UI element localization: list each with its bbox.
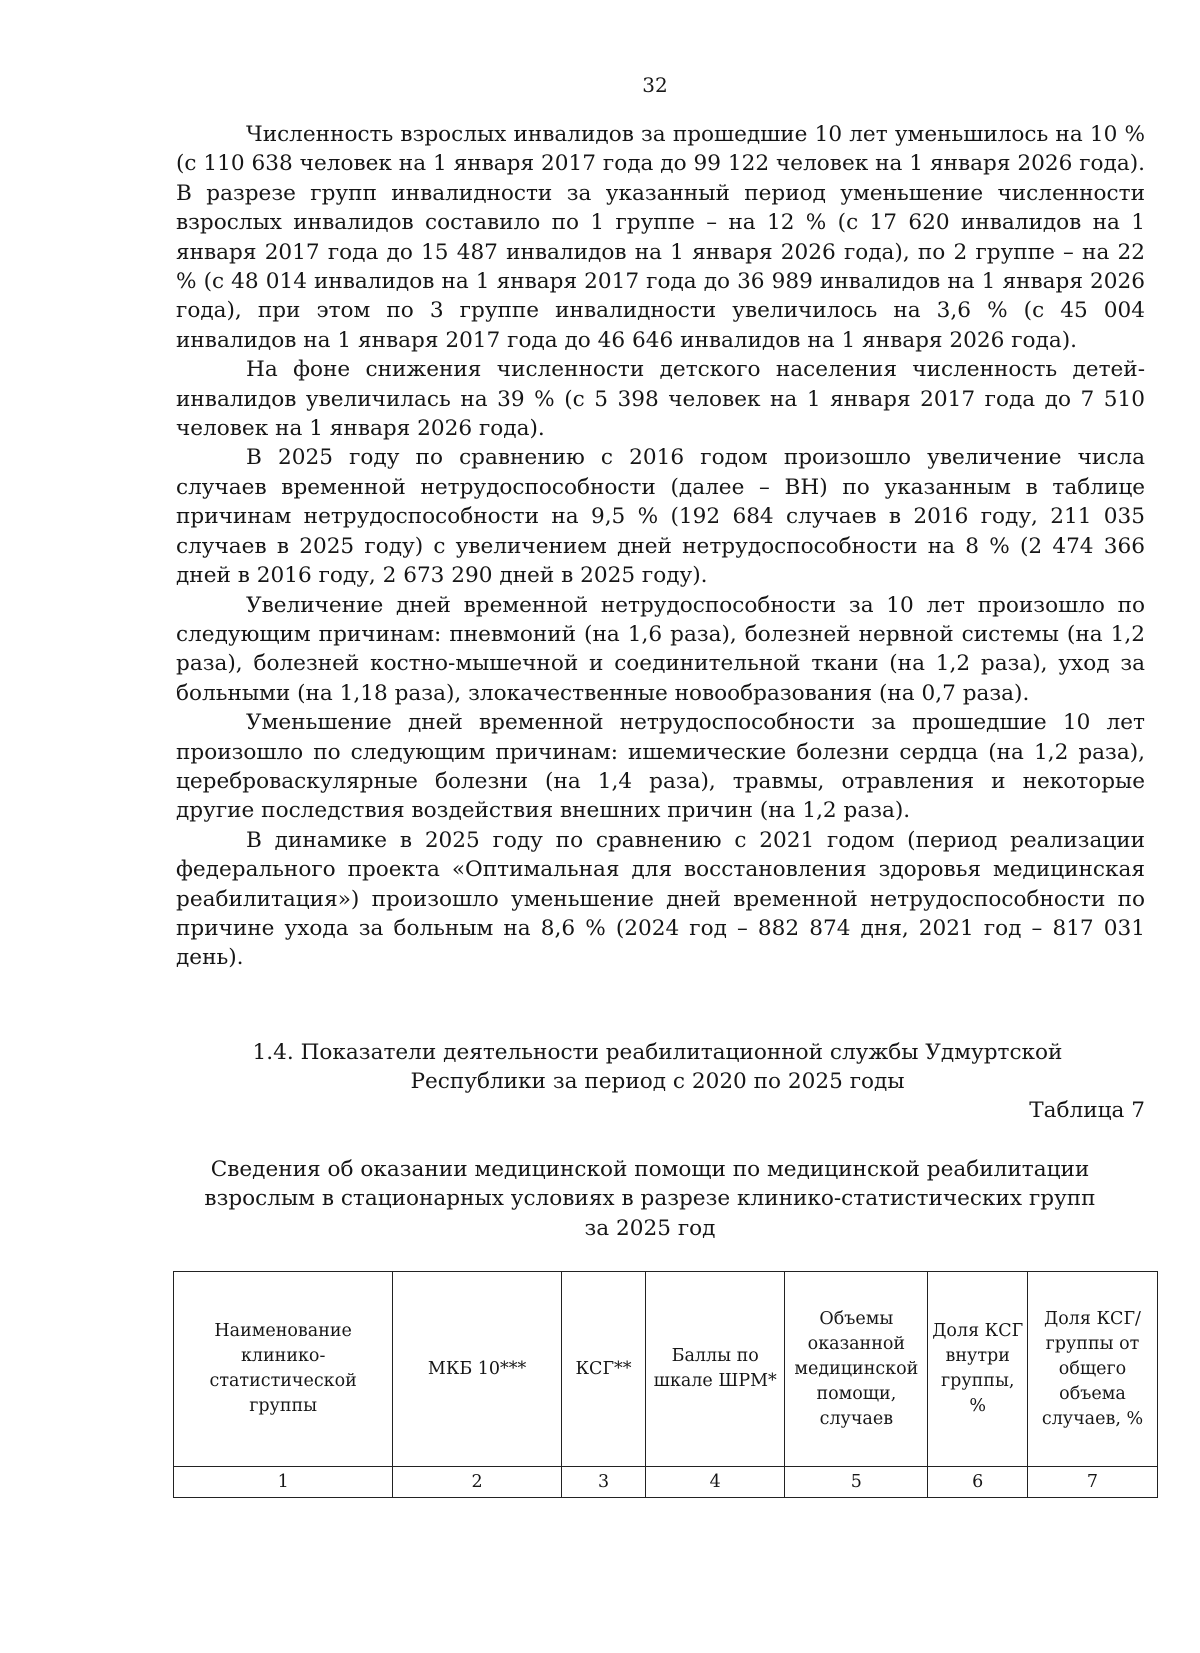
- page-number: 32: [642, 73, 668, 97]
- section-heading-line: 1.4. Показатели деятельности реабилитационной службы Удмуртской: [252, 1040, 1063, 1065]
- column-header-group-name: Наименование клинико-статистической группы: [174, 1272, 393, 1467]
- column-number: 3: [561, 1467, 645, 1498]
- column-header-ksg: КСГ**: [561, 1272, 645, 1467]
- table-caption-line: Сведения об оказании медицинской помощи по медицинской реабилитации: [210, 1157, 1090, 1182]
- column-number: 2: [393, 1467, 562, 1498]
- column-number: 5: [785, 1467, 928, 1498]
- paragraph: На фоне снижения численности детского населения численность детей-инвалидов увеличилась на 39 % (с 5 398 человек на 1 января 2017 года до 7 510 человек на 1 января 2026 года).: [176, 357, 1145, 442]
- table-label: Таблица 7: [1029, 1098, 1145, 1123]
- rehab-table: [173, 1271, 1158, 1498]
- paragraph: В 2025 году по сравнению с 2016 годом произошло увеличение числа случаев временной нетрудоспособности (далее – ВН) по указанным в таблице причинам нетрудоспособности на 9,5 % (192 684 случаев в 2016 году, 211 035 случаев в 2025 году) с увеличением дней нетрудоспособности на 8 % (2 474 366 дней в 2016 году, 2 673 290 дней в 2025 году).: [176, 445, 1145, 589]
- table-header-row: [174, 1272, 1158, 1467]
- column-number-row: [174, 1467, 1158, 1498]
- column-header-volume: Объемы оказанной медицинской помощи, случаев: [785, 1272, 928, 1467]
- paragraph: Уменьшение дней временной нетрудоспособности за прошедшие 10 лет произошло по следующим причинам: ишемические болезни сердца (на 1,2 раза), цереброваскулярные болезни (на 1,4 раза), травмы, отравления и некоторые другие последствия воздействия внешних причин (на 1,2 раза).: [176, 710, 1145, 824]
- section-heading-line: Республики за период с 2020 по 2025 годы: [410, 1069, 905, 1095]
- table-caption-line: взрослым в стационарных условиях в разрезе клинико-статистических групп: [204, 1186, 1096, 1212]
- column-header-share-in-group: Доля КСГ внутри группы, %: [928, 1272, 1028, 1467]
- table-caption-line: за 2025 год: [584, 1215, 716, 1241]
- column-header-share-total: Доля КСГ/группы от общего объема случаев, %: [1027, 1272, 1157, 1467]
- column-header-shrm-score: Баллы по шкале ШРМ*: [646, 1272, 785, 1467]
- column-number: 1: [174, 1467, 393, 1498]
- section-heading: [200, 1038, 1115, 1097]
- paragraph: Численность взрослых инвалидов за прошедшие 10 лет уменьшилось на 10 % (с 110 638 человек на 1 января 2017 года до 99 122 человек на 1 января 2026 года). В разрезе групп инвалидности за указанный период уменьшение численности взрослых инвалидов составило по 1 группе – на 12 % (с 17 620 инвалидов на 1 января 2017 года до 15 487 инвалидов на 1 января 2026 года), по 2 группе – на 22 % (с 48 014 инвалидов на 1 января 2017 года до 36 989 инвалидов на 1 января 2026 года), при этом по 3 группе инвалидности увеличилось на 3,6 % (с 45 004 инвалидов на 1 января 2017 года до 46 646 инвалидов на 1 января 2026 года).: [176, 122, 1145, 353]
- column-number: 4: [646, 1467, 785, 1498]
- body-text: [176, 120, 1145, 973]
- column-number: 6: [928, 1467, 1028, 1498]
- column-header-icd10: МКБ 10***: [393, 1272, 562, 1467]
- table-caption: [150, 1155, 1150, 1243]
- paragraph: В динамике в 2025 году по сравнению с 2021 годом (период реализации федерального проекта «Оптимальная для восстановления здоровья медицинская реабилитация») произошло уменьшение дней временной нетрудоспособности по причине ухода за больным на 8,6 % (2024 год – 882 874 дня, 2021 год – 817 031 день).: [176, 827, 1145, 971]
- paragraph: Увеличение дней временной нетрудоспособности за 10 лет произошло по следующим причинам: пневмоний (на 1,6 раза), болезней нервной системы (на 1,2 раза), болезней костно-мышечной и соединительной ткани (на 1,2 раза), уход за больными (на 1,18 раза), злокачественные новообразования (на 0,7 раза).: [176, 592, 1145, 706]
- column-number: 7: [1027, 1467, 1157, 1498]
